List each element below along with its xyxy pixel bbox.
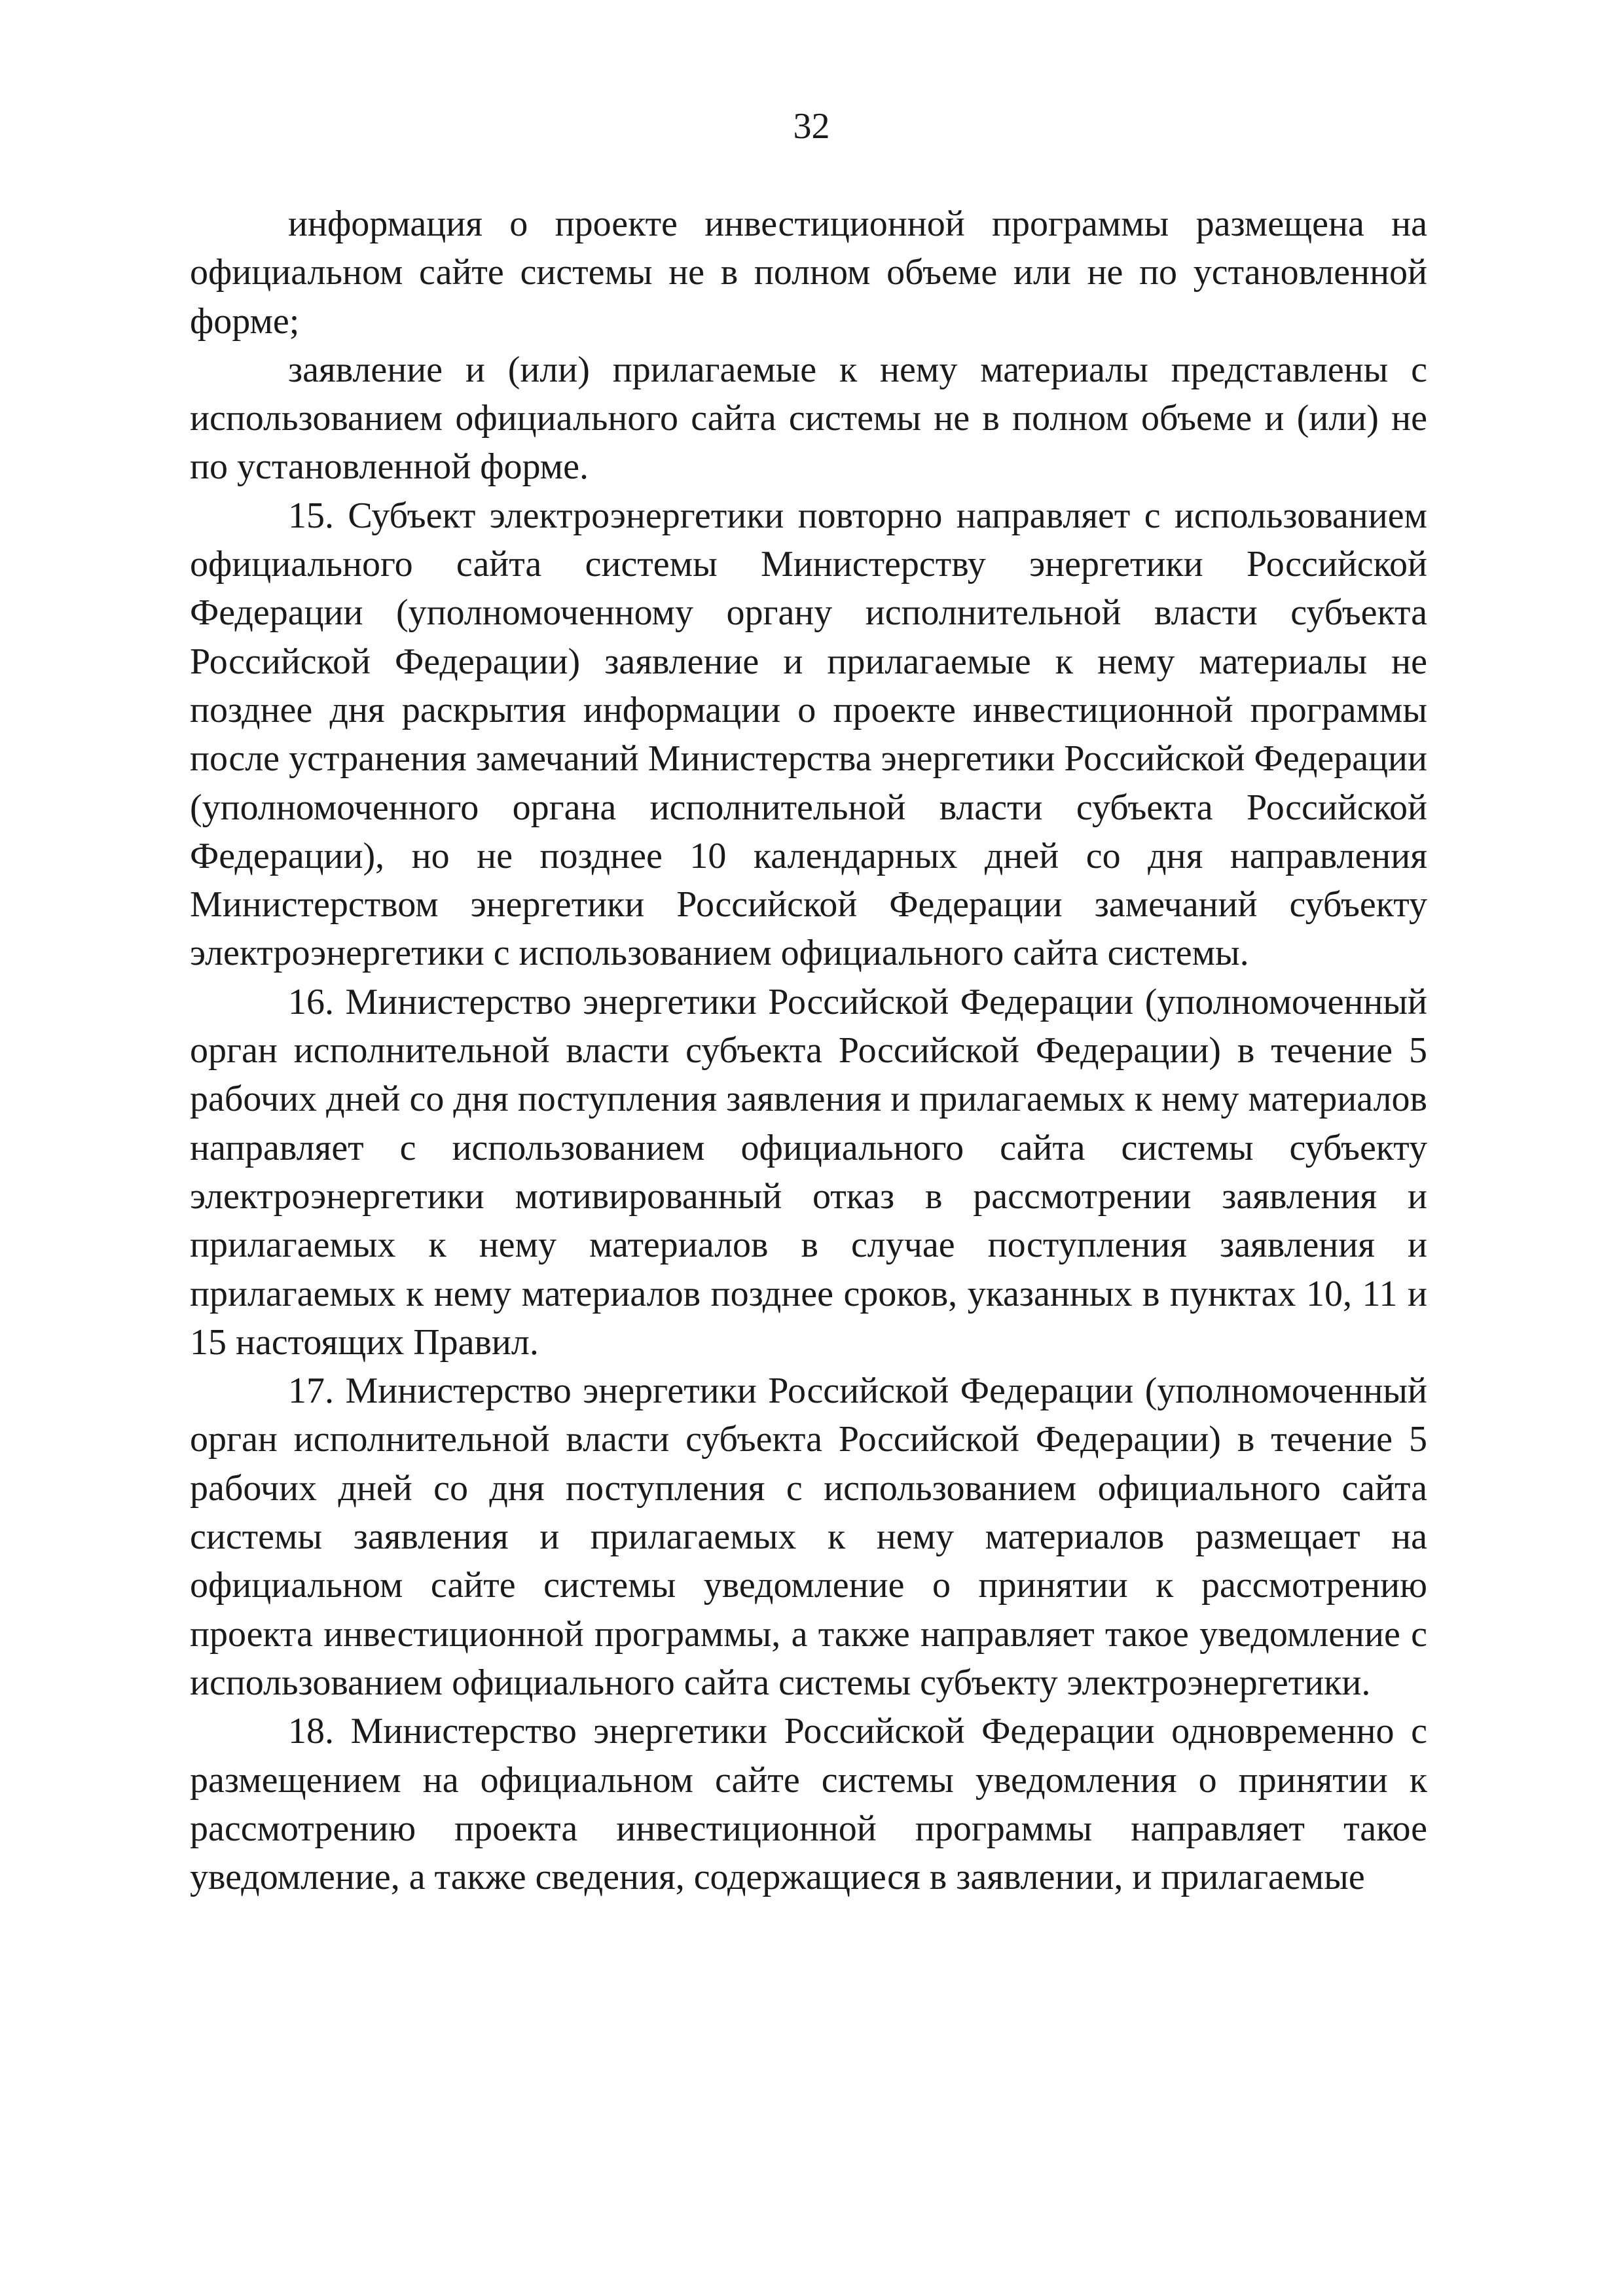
- paragraph-clause-18: 18. Министерство энергетики Российской Федерации одновременно с размещением на официальном сайте системы уведомления о принятии к рассмотрению проекта инвестиционной программы направляет такое уведомление, а также сведения, содержащиеся в заявлении, и прилагаемые: [190, 1711, 1427, 1898]
- paragraph-application-incomplete: заявление и (или) прилагаемые к нему материалы представлены с использованием официального сайта системы не в полном объеме и (или) не по установленной форме.: [190, 349, 1427, 488]
- page-number: 32: [793, 106, 830, 147]
- paragraph-clause-15: 15. Субъект электроэнергетики повторно направляет с использованием официального сайта системы Министерству энергетики Российской Федерации (уполномоченному органу исполнительной власти субъекта Российской Федерации) заявление и прилагаемые к нему материалы не позднее дня раскрытия информации о проекте инвестиционной программы после устранения замечаний Министерства энергетики Российской Федерации (уполномоченного органа исполнительной власти субъекта Российской Федерации), но не позднее 10 календарных дней со дня направления Министерством энергетики Российской Федерации замечаний субъекту электроэнергетики с использованием официального сайта системы.: [190, 495, 1427, 974]
- paragraph-clause-16: 16. Министерство энергетики Российской Федерации (уполномоченный орган исполнительной власти субъекта Российской Федерации) в течение 5 рабочих дней со дня поступления заявления и прилагаемых к нему материалов направляет с использованием официального сайта системы субъекту электроэнергетики мотивированный отказ в рассмотрении заявления и прилагаемых к нему материалов в случае поступления заявления и прилагаемых к нему материалов позднее сроков, указанных в пунктах 10, 11 и 15 настоящих Правил.: [190, 981, 1427, 1363]
- paragraph-clause-17: 17. Министерство энергетики Российской Федерации (уполномоченный орган исполнительной власти субъекта Российской Федерации) в течение 5 рабочих дней со дня поступления с использованием официального сайта системы заявления и прилагаемых к нему материалов размещает на официальном сайте системы уведомление о принятии к рассмотрению проекта инвестиционной программы, а также направляет такое уведомление с использованием официального сайта системы субъекту электроэнергетики.: [190, 1371, 1427, 1703]
- paragraph-info-incomplete: информация о проекте инвестиционной программы размещена на официальном сайте системы не в полном объеме или не по установленной форме;: [190, 204, 1427, 342]
- document-body: [190, 200, 1427, 1901]
